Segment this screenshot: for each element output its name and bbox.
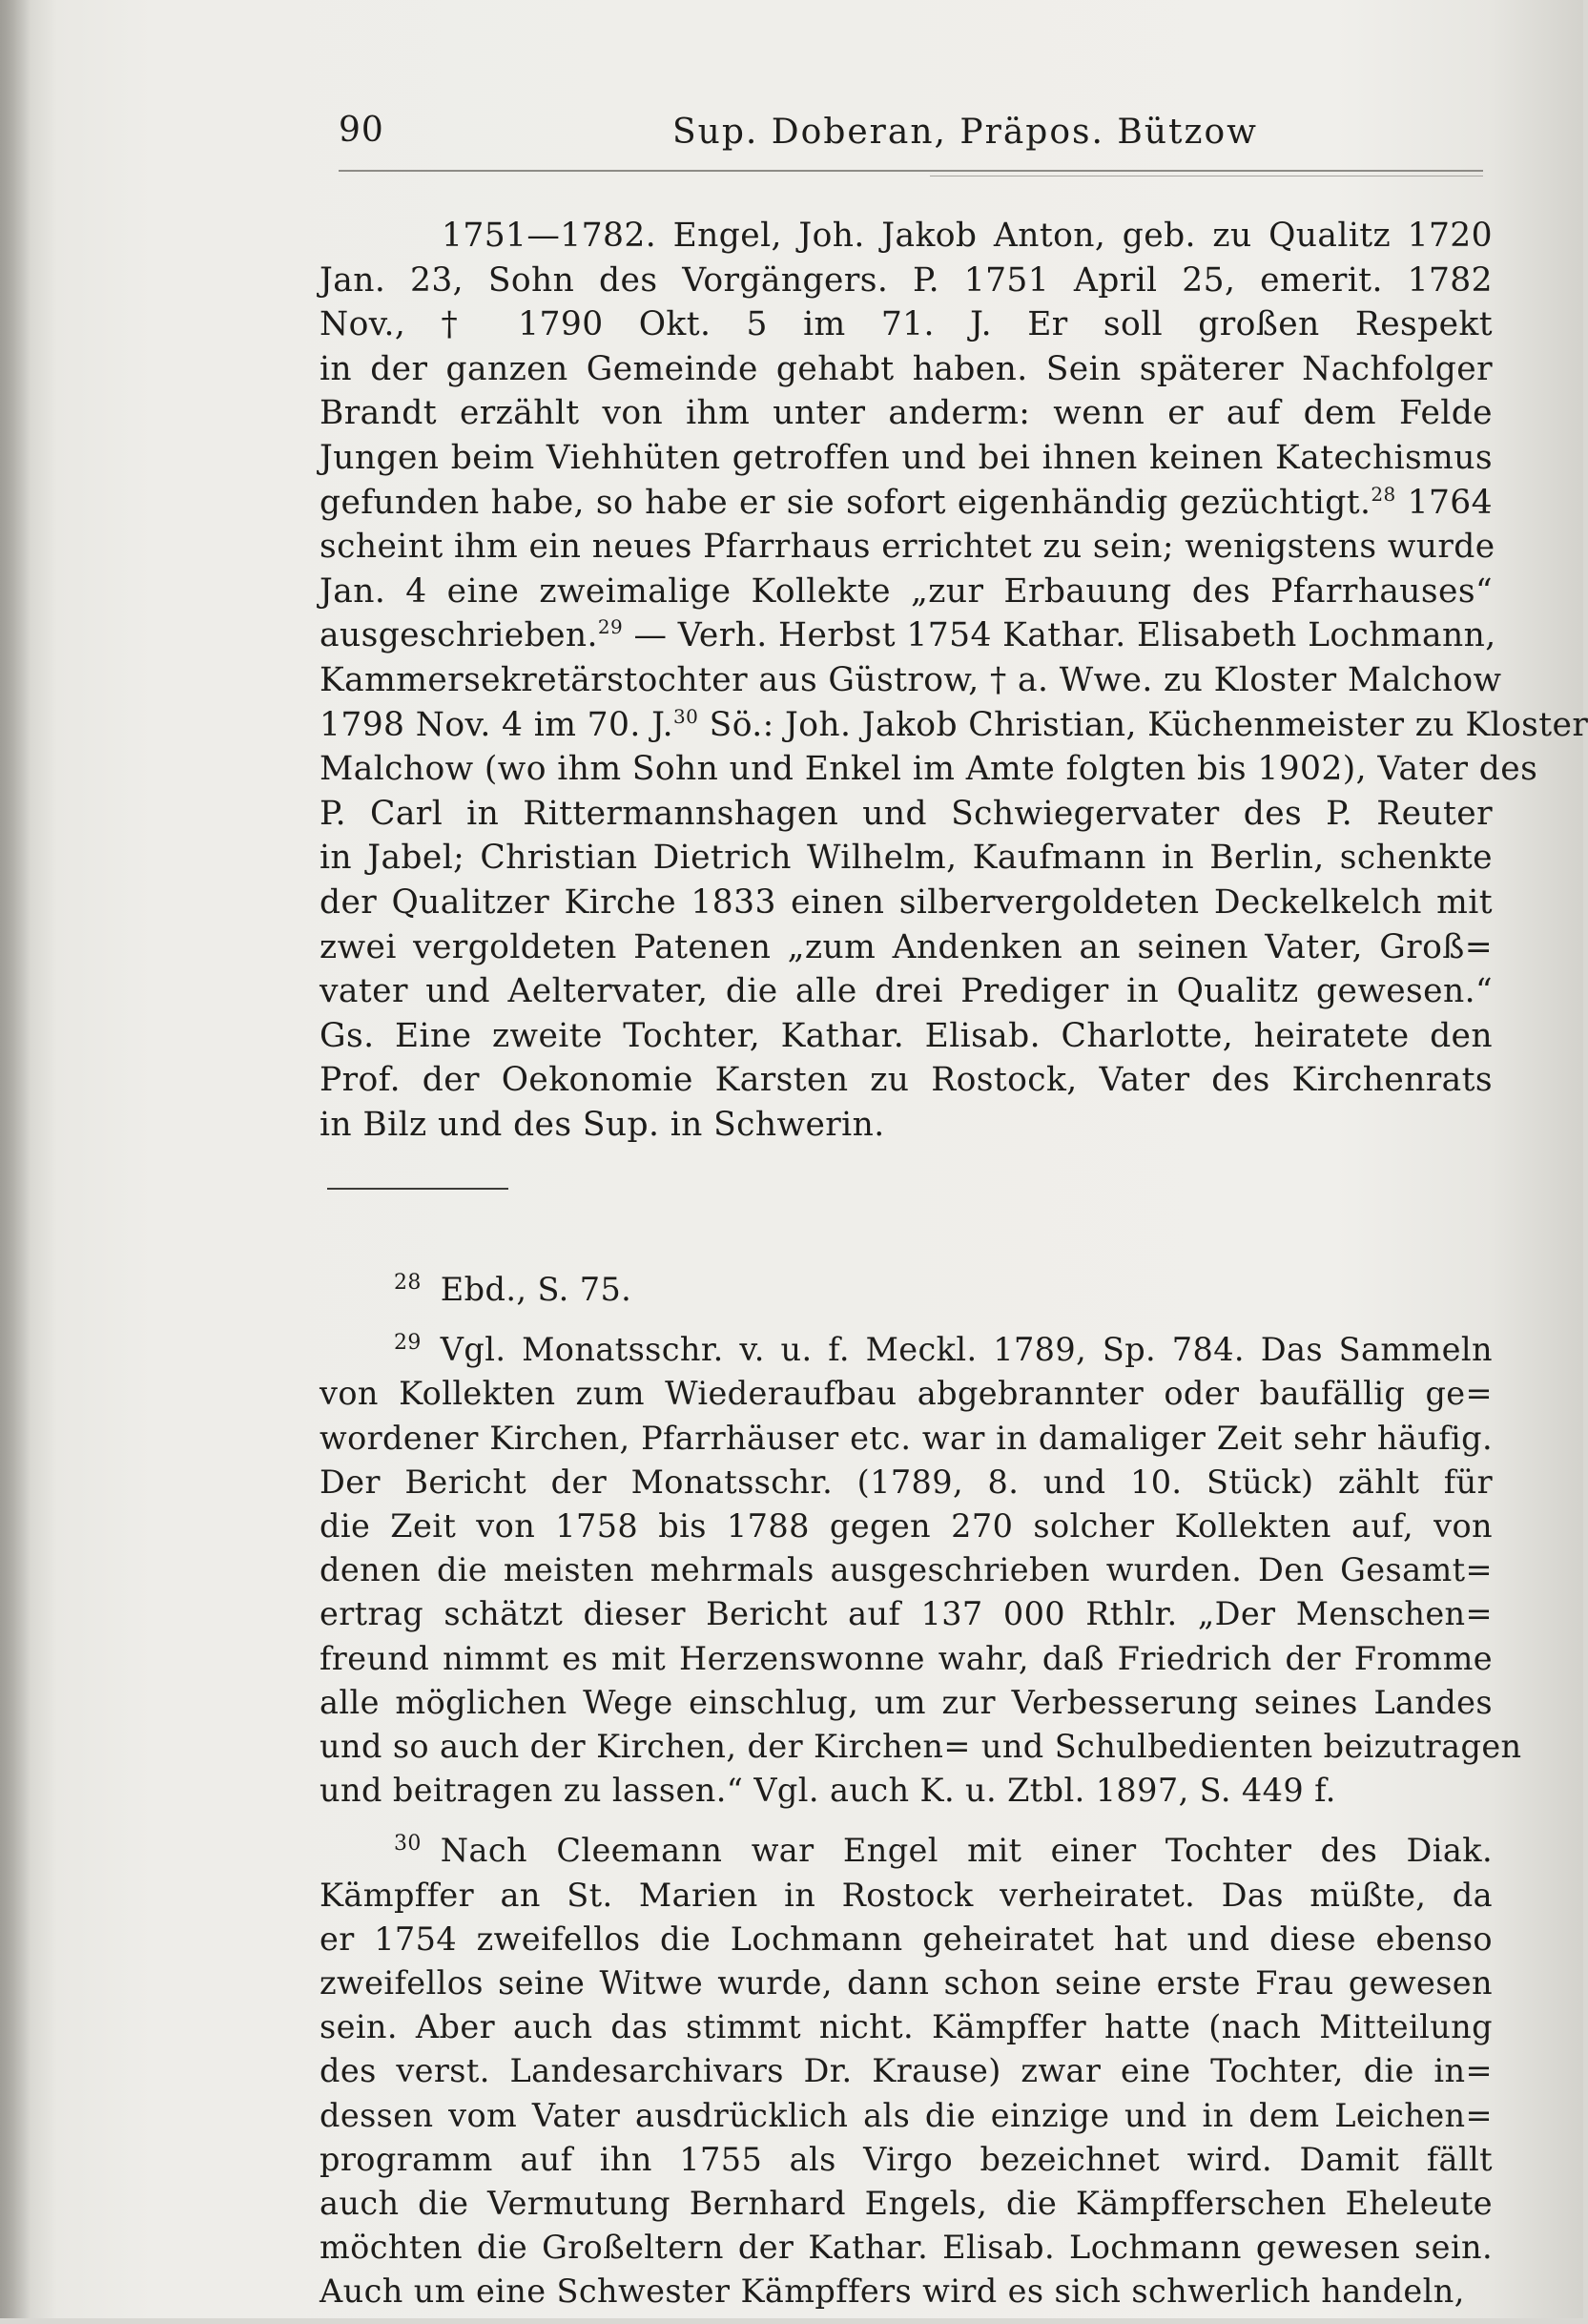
footnote-line: sein. Aber auch das stimmt nicht. Kämpffer hatte (nach Mitteilung [320,2008,1493,2046]
footnotes [320,1261,1522,2324]
entry-line-text: 1798 Nov. 4 im 70. J. [320,705,674,744]
footnote-line: denen die meisten mehrmals ausgeschrieben wurden. Den Gesamt= [320,1551,1493,1589]
footnote-mark: 28 [394,1271,422,1295]
footnote-text: Ebd., S. 75. [440,1271,632,1308]
footnote-line: freund nimmt es mit Herzenswonne wahr, daß Friedrich der Fromme [320,1639,1493,1677]
sons-text: Sö.: Joh. Jakob Christian, Küchenmeister zu Kloster [709,705,1588,744]
entry-line: Jungen beim Viehhüten getroffen und bei ihnen keinen Katechismus [320,438,1493,477]
entry-line: 1751—1782. Engel, Joh. Jakob Anton, geb. zu Qualitz 1720 [442,217,1493,255]
entry-line: scheint ihm ein neues Pfarrhaus errichtet zu sein; wenigstens wurde [320,528,1495,567]
entry-line: vater und Aeltervater, die alle drei Prediger in Qualitz gewesen.“ [320,972,1493,1011]
binding-shadow [0,0,31,2318]
entry-line-text: gefunden habe, so habe er sie sofort eigenhändig gezüchtigt. [320,483,1371,522]
footnote-line: des verst. Landesarchivars Dr. Krause) zwar eine Tochter, die in= [320,2052,1493,2090]
entry-line-text: ausgeschrieben. [320,616,598,655]
footnote-line: Der Bericht der Monatsschr. (1789, 8. und 10. Stück) zählt für [320,1463,1493,1501]
entry-line: in Jabel; Christian Dietrich Wilhelm, Kaufmann in Berlin, schenkte [320,839,1493,878]
footnote-line: Auch um eine Schwester Kämpffers wird es sich schwerlich handeln, [320,2272,1465,2311]
footnote-line: auch die Vermutung Bernhard Engels, die Kämpfferschen Eheleute [320,2185,1493,2223]
header-rule [339,170,1483,172]
running-title: Sup. Doberan, Präpos. Bützow [672,113,1258,152]
entry-line: der Qualitzer Kirche 1833 einen silbervergoldeten Deckelkelch mit [320,882,1493,922]
entry-line: Jan. 4 eine zweimalige Kollekte „zur Erbauung des Pfarrhauses“ [320,571,1493,611]
footnote-ref-30: 30 [673,704,699,728]
entry-line: Prof. der Oekonomie Karsten zu Rostock, Vater des Kirchenrats [320,1061,1493,1100]
main-entry [320,214,1588,1147]
footnote-line: von Kollekten zum Wiederaufbau abgebrannter oder baufällig ge= [320,1375,1493,1413]
footnote-line [320,1321,1493,1372]
entry-line: Nov., † 1790 Okt. 5 im 71. J. Er soll großen Respekt [320,305,1493,344]
footnote-line: und beitragen zu lassen.“ Vgl. auch K. u. Ztbl. 1897, S. 449 f. [320,1772,1336,1810]
entry-line: Jan. 23, Sohn des Vorgängers. P. 1751 April 25, emerit. 1782 [320,260,1493,300]
footnote-line [320,1261,1493,1312]
page-number: 90 [339,111,384,150]
footnote-28 [320,1261,1493,1312]
footnote-mark: 29 [394,1331,422,1356]
entry-line-with-ref [320,481,1493,526]
footnote-ref-29: 29 [597,615,624,639]
footnote-30 [320,1822,1493,2314]
footnote-line: möchten die Großeltern der Kathar. Elisab. Lochmann gewesen sein. [320,2229,1493,2267]
footnote-line: alle möglichen Wege einschlug, um zur Verbesserung seines Landes [320,1683,1493,1721]
footnote-text: Nach Cleemann war Engel mit einer Tochter des Diak. [440,1832,1493,1870]
entry-line: in Bilz und des Sup. in Schwerin. [320,1105,885,1144]
footnote-line: zweifellos seine Witwe wurde, dann schon seine erste Frau gewesen [320,1964,1493,2002]
footnote-ref-28: 28 [1371,482,1396,506]
entry-line: P. Carl in Rittermannshagen und Schwiegervater des P. Reuter [320,794,1493,833]
footnote-text: Vgl. Monatsschr. v. u. f. Meckl. 1789, Sp. 784. Das Sammeln [440,1331,1493,1369]
footnote-rule [327,1188,508,1190]
footnote-line: programm auf ihn 1755 als Virgo bezeichnet wird. Damit fällt [320,2140,1493,2178]
entry-line: Malchow (wo ihm Sohn und Enkel im Amte folgten bis 1902), Vater des [320,750,1538,789]
footnote-mark: 30 [394,1832,422,1857]
entry-line: Gs. Eine zweite Tochter, Kathar. Elisab. Charlotte, heiratete den [320,1016,1493,1055]
marriage-text: — Verh. Herbst 1754 Kathar. Elisabeth Lochmann, [633,616,1496,655]
footnote-line: dessen vom Vater ausdrücklich als die einzige und in dem Leichen= [320,2096,1493,2134]
footnote-line: und so auch der Kirchen, der Kirchen= und Schulbedienten beizutragen [320,1728,1522,1766]
footnote-line: die Zeit von 1758 bis 1788 gegen 270 solcher Kollekten auf, von [320,1507,1493,1546]
entry-line: Brandt erzählt von ihm unter anderm: wenn er auf dem Felde [320,394,1493,433]
entry-line: zwei vergoldeten Patenen „zum Andenken an seinen Vater, Groß= [320,927,1493,966]
book-page [320,107,1588,2311]
running-head [320,107,1493,166]
footnote-line [320,1822,1493,1873]
footnote-line: Kämpffer an St. Marien in Rostock verheiratet. Das müßte, da [320,1876,1493,1914]
year-text: 1764 [1407,483,1493,522]
entry-line-with-ref [320,613,1496,658]
entry-line-with-ref [320,703,1588,748]
footnote-line: er 1754 zweifellos die Lochmann geheiratet hat und diese ebenso [320,1919,1493,1958]
entry-line: in der ganzen Gemeinde gehabt haben. Sein späterer Nachfolger [320,349,1493,388]
footnote-line: ertrag schätzt dieser Bericht auf 137 000 Rthlr. „Der Menschen= [320,1595,1493,1633]
footnote-line: wordener Kirchen, Pfarrhäuser etc. war in damaliger Zeit sehr häufig. [320,1419,1493,1457]
footnote-29 [320,1321,1522,1813]
entry-line: Kammersekretärstochter aus Güstrow, † a. Wwe. zu Kloster Malchow [320,660,1502,699]
